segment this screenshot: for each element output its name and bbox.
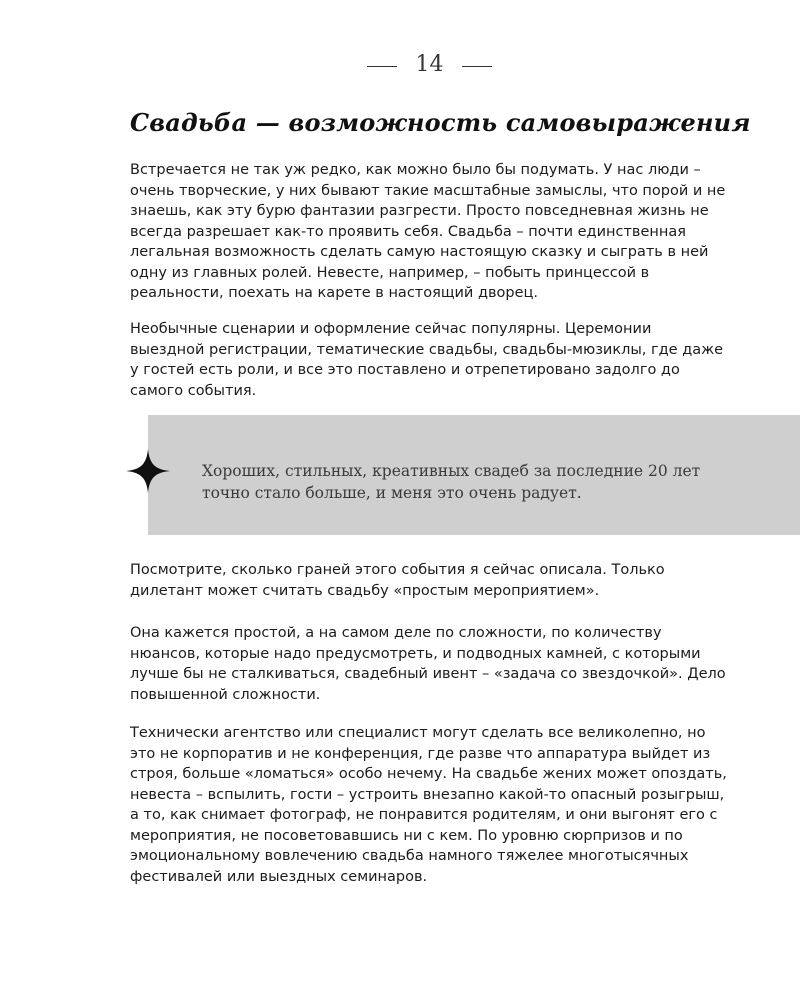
paragraph-facets: Посмотрите, сколько граней этого события я сейчас описала. Только дилетант может считать свадьбу «простым мероприятием». <box>130 562 665 599</box>
paragraph-technical: Технически агентство или специалист могут сделать все великолепно, но это не корпоратив и не конференция, где разве что аппаратура выйдет из строя, больше «ломаться» особо нечему. На свадьбе жених может опоздать, невеста – вспылить, гости – устроить внезапно какой-то опасный розыгрыш, а то, как снимает фотограф, не понравится родителям, и они выгонят его с мероприятия, не посоветовавшись ни с кем. По уровню сюрпризов и по эмоциональному вовлечению свадьба намного тяжелее многотысячных фестивалей или выездных семинаров. <box>130 725 727 885</box>
four-point-star-icon <box>126 449 170 493</box>
paragraph-scenarios: Необычные сценарии и оформление сейчас популярны. Церемонии выездной регистрации, тематические свадьбы, свадьбы-мюзиклы, где даже у гостей есть роли, и все это поставлено и отрепетировано задолго до самого события. <box>130 321 724 399</box>
section-title: Свадьба — возможность самовыражения <box>130 108 751 137</box>
header-rule-right <box>462 66 492 67</box>
quote-text: Хороших, стильных, креативных свадеб за последние 20 лет точно стало больше, и меня это очень радует. <box>202 462 701 502</box>
page-number: 14 <box>415 52 444 77</box>
header-rule-left <box>367 66 397 67</box>
paragraph-complexity: Она кажется простой, а на самом деле по сложности, по количеству нюансов, которые надо предусмотреть, и подводных камней, с которыми лучше бы не сталкиваться, свадебный ивент – «задача со звездочкой». Дело повышенной сложности. <box>130 625 726 703</box>
paragraph-intro: Встречается не так уж редко, как можно было бы подумать. У нас люди – очень творческие, у них бывают такие масштабные замыслы, что порой и не знаешь, как эту бурю фантазии разгрести. Просто повседневная жизнь не всегда разрешает как-то проявить себя. Свадьба – почти единственная легальная возможность сделать самую настоящую сказку и сыграть в ней одну из главных ролей. Невесте, например, – побыть принцессой в реальности, поехать на карете в настоящий дворец. <box>130 162 726 301</box>
